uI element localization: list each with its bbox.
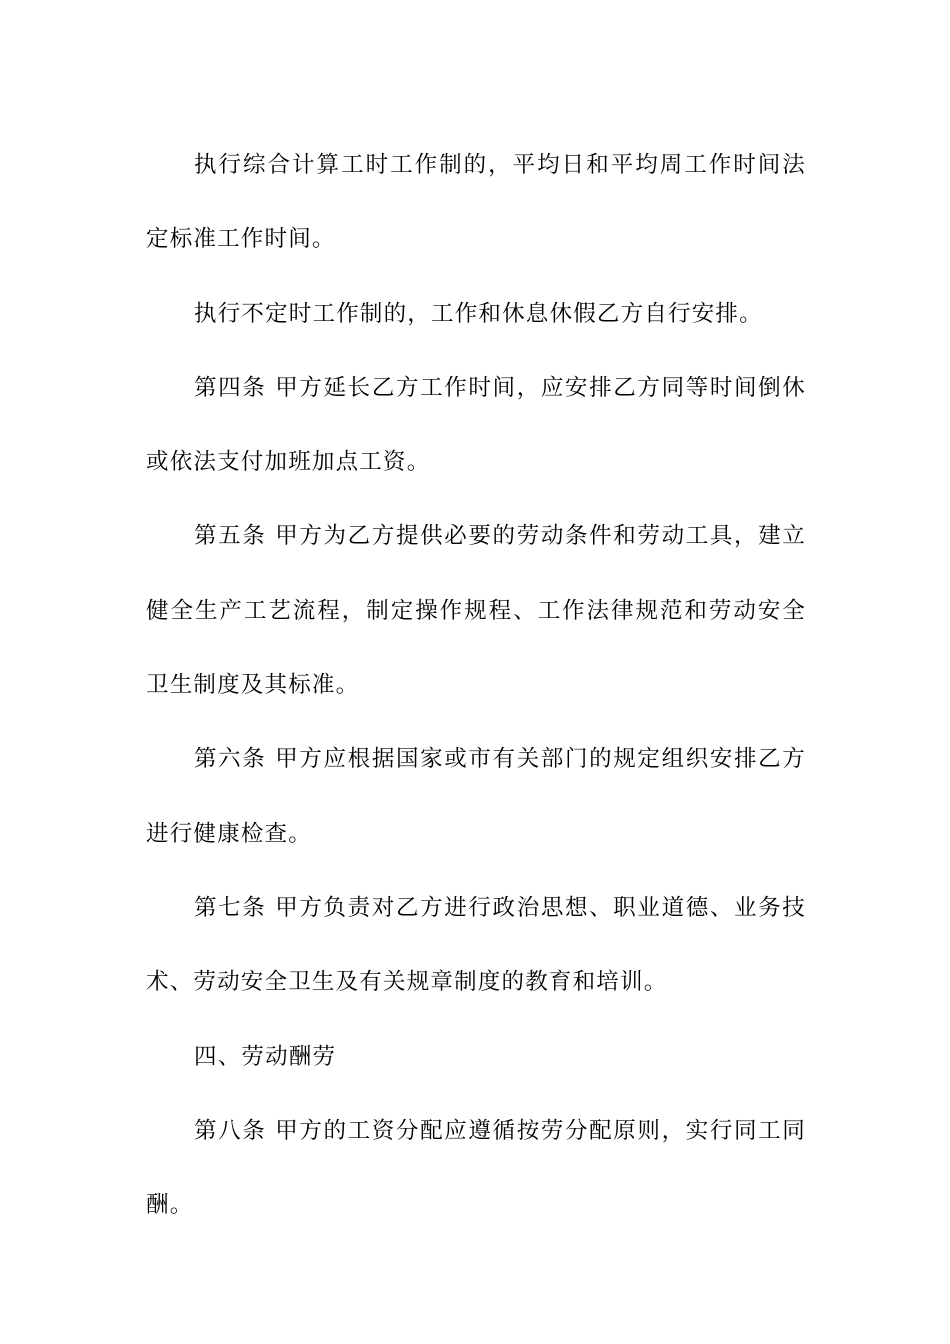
paragraph-article-4: 第四条 甲方延长乙方工作时间，应安排乙方同等时间倒休或依法支付加班加点工资。	[146, 374, 806, 476]
paragraph-flexible-hours: 执行不定时工作制的，工作和休息休假乙方自行安排。	[194, 300, 763, 327]
section-heading-labor-remuneration: 四、劳动酬劳	[194, 1043, 337, 1070]
paragraph-article-8: 第八条 甲方的工资分配应遵循按劳分配原则，实行同工同酬。	[146, 1117, 806, 1219]
paragraph-article-5: 第五条 甲方为乙方提供必要的劳动条件和劳动工具，建立健全生产工艺流程，制定操作规程、工作法律规范和劳动安全卫生制度及其标准。	[146, 523, 806, 699]
paragraph-article-7: 第七条 甲方负责对乙方进行政治思想、职业道德、业务技术、劳动安全卫生及有关规章制度的教育和培训。	[146, 894, 806, 996]
paragraph-article-6: 第六条 甲方应根据国家或市有关部门的规定组织安排乙方进行健康检查。	[146, 746, 806, 847]
document-body	[146, 128, 806, 1242]
paragraph-comprehensive-hours: 执行综合计算工时工作制的，平均日和平均周工作时间法定标准工作时间。	[146, 152, 806, 253]
